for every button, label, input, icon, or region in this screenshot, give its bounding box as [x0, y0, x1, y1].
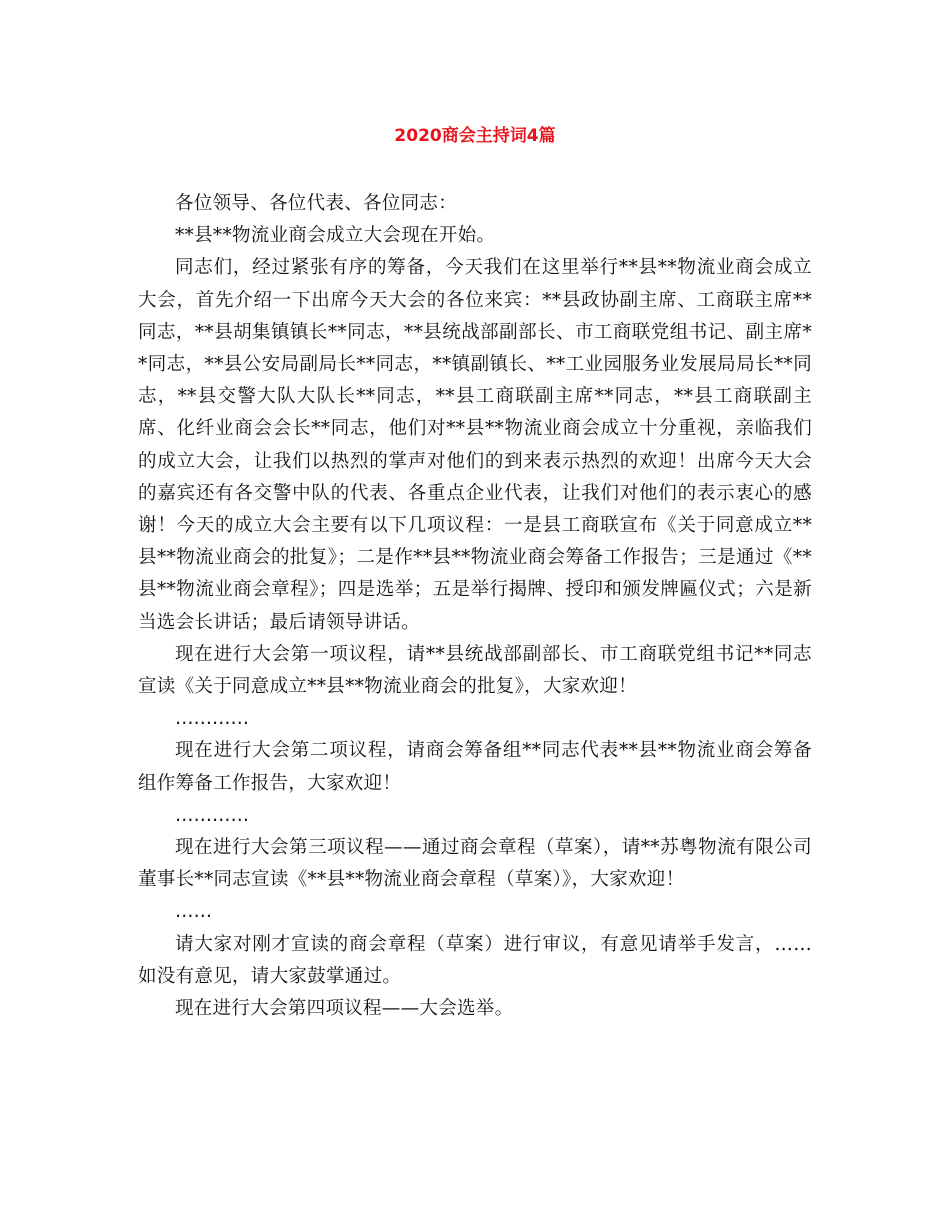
document-title: 2020商会主持词4篇	[394, 126, 556, 146]
paragraph-charter-review: 请大家对刚才宣读的商会章程（草案）进行审议，有意见请举手发言，……如没有意见，请大家鼓掌通过。	[138, 933, 812, 987]
ellipsis-1: …………	[175, 708, 249, 730]
paragraph-salutation: 各位领导、各位代表、各位同志：	[175, 193, 458, 214]
paragraph-opening: **县**物流业商会成立大会现在开始。	[175, 225, 496, 247]
ellipsis-2: …………	[175, 804, 249, 826]
paragraph-agenda-item-3: 现在进行大会第三项议程——通过商会章程（草案），请**苏粤物流有限公司董事长**同志宣读《**县**物流业商会章程（草案）》，大家欢迎！	[138, 837, 812, 891]
paragraph-guest-introduction: 同志们，经过紧张有序的筹备，今天我们在这里举行**县**物流业商会成立大会，首先介绍一下出席今天大会的各位来宾：**县政协副主席、工商联主席**同志，**县胡集镇镇长**同志，**县统战部副部长、市工商联党组书记、副主席**同志，**县公安局副局长**同志，**镇副镇长、**工业园服务业发展局局长**同志，**县交警大队大队长**同志，**县工商联副主席**同志，**县工商联副主席、化纤业商会会长**同志，他们对**县**物流业商会成立十分重视，亲临我们的成立大会，让我们以热烈的掌声对他们的到来表示热烈的欢迎！出席今天大会的嘉宾还有各交警中队的代表、各重点企业代表，让我们对他们的表示衷心的感谢！今天的成立大会主要有以下几项议程：一是县工商联宣布《关于同意成立**县**物流业商会的批复》；二是作**县**物流业商会筹备工作报告；三是通过《**县**物流业商会章程》；四是选举；五是举行揭牌、授印和颁发牌匾仪式；六是新当选会长讲话；最后请领导讲话。	[138, 257, 812, 633]
paragraph-agenda-item-4: 现在进行大会第四项议程——大会选举。	[175, 998, 514, 1020]
document-body	[138, 188, 812, 1025]
ellipsis-3: ……	[175, 901, 212, 923]
paragraph-agenda-item-2: 现在进行大会第二项议程，请商会筹备组**同志代表**县**物流业商会筹备组作筹备工作报告，大家欢迎！	[138, 740, 812, 794]
paragraph-agenda-item-1: 现在进行大会第一项议程，请**县统战部副部长、市工商联党组书记**同志宣读《关于同意成立**县**物流业商会的批复》，大家欢迎！	[138, 643, 812, 698]
